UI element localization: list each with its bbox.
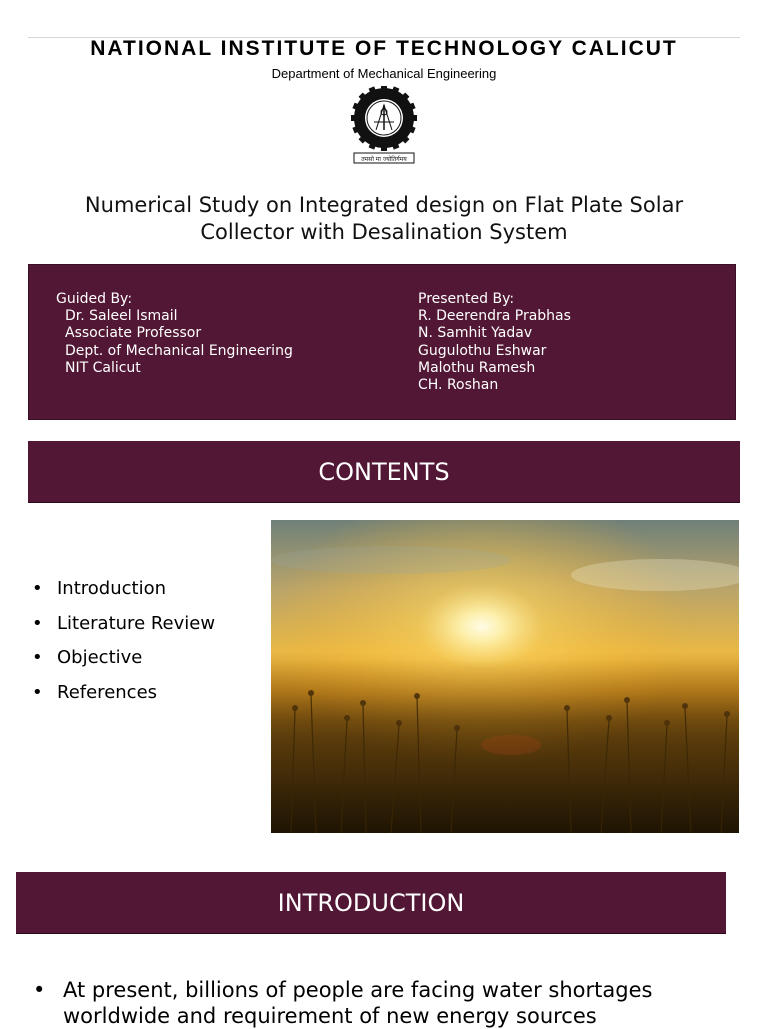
guided-by-block: [56, 291, 293, 377]
presenter-name: Gugulothu Eshwar: [418, 342, 547, 359]
guide-designation: Associate Professor: [65, 325, 202, 342]
institute-name: NATIONAL INSTITUTE OF TECHNOLOGY CALICUT: [90, 37, 678, 60]
contents-item-objective[interactable]: • Objective: [32, 647, 215, 682]
contents-item-references[interactable]: • References: [32, 682, 215, 717]
guided-by-label: Guided By:: [56, 291, 133, 307]
guide-department: Dept. of Mechanical Engineering: [65, 342, 293, 359]
presenter-name: Malothu Ramesh: [418, 359, 536, 376]
presented-by-block: [418, 291, 571, 394]
presenter-name: CH. Roshan: [418, 377, 499, 394]
presenter-name: R. Deerendra Prabhas: [418, 308, 571, 325]
presenter-name: N. Samhit Yadav: [418, 325, 533, 342]
sunset-field-photo: [271, 520, 739, 833]
presentation-title: [40, 192, 728, 246]
introduction-bullet-text: At present, billions of people are facing water shortages worldwide and requirement of new energy sources: [63, 978, 653, 1028]
introduction-heading: INTRODUCTION: [16, 872, 726, 934]
title-line-2: Collector with Desalination System: [200, 220, 568, 244]
credits-panel: [28, 264, 736, 420]
introduction-bullet: [33, 977, 733, 1029]
nit-calicut-logo-icon: [351, 86, 417, 164]
logo-motto: तमसो मा ज्योतिर्गमय: [361, 156, 407, 163]
contents-item-introduction[interactable]: • Introduction: [32, 578, 215, 613]
contents-heading: CONTENTS: [28, 441, 740, 503]
contents-list: [32, 578, 215, 717]
department-name: Department of Mechanical Engineering: [271, 66, 497, 81]
contents-item-literature-review[interactable]: • Literature Review: [32, 613, 215, 648]
bullet-icon: •: [33, 978, 46, 1002]
title-line-1: Numerical Study on Integrated design on Flat Plate Solar: [84, 193, 684, 217]
guide-name: Dr. Saleel Ismail: [65, 308, 178, 325]
guide-institute: NIT Calicut: [65, 359, 141, 376]
presented-by-label: Presented By:: [418, 291, 515, 307]
